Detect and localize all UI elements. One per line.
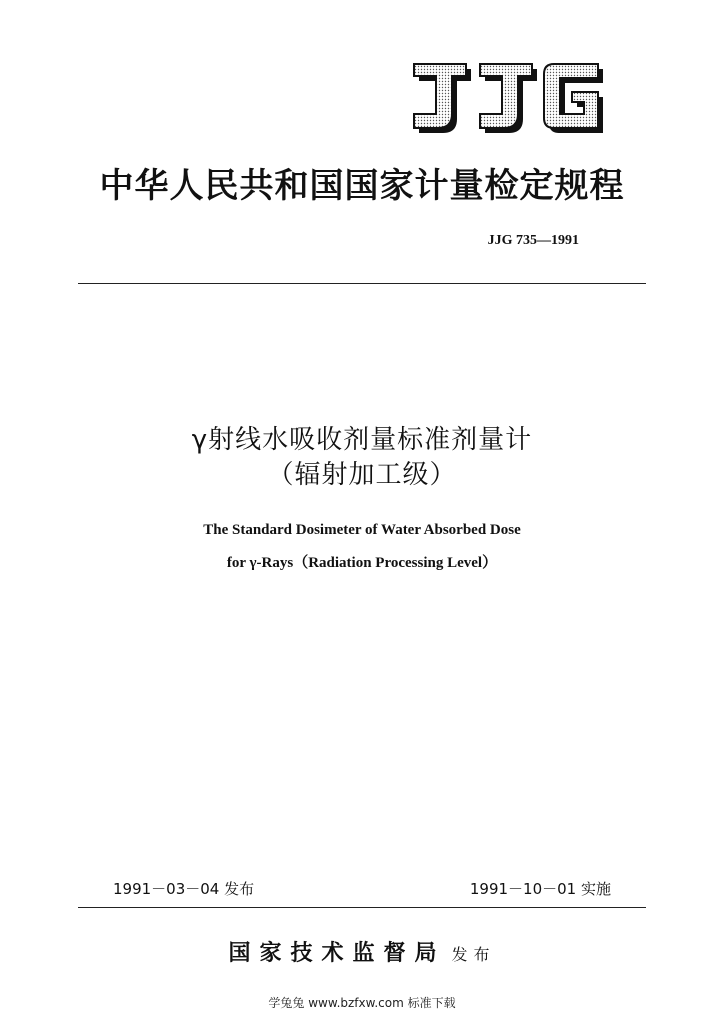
document-subtitle-cn: （辐射加工级） [267,460,457,490]
jjg-logo [408,62,604,134]
issuer-name: 国家技术监督局 [228,940,446,966]
regulation-series-title: 中华人民共和国国家计量检定规程 [99,166,625,206]
document-title-en-line1: The Standard Dosimeter of Water Absorbed Dose [203,522,521,538]
issuer-verb: 发布 [451,945,496,964]
issuing-authority [0,936,724,967]
top-divider [78,283,646,284]
bottom-divider [78,907,646,908]
footer-watermark: 学兔兔 www.bzfxw.com 标准下载 [268,996,456,1010]
effective-date: 1991－10－01 实施 [469,880,611,898]
document-title-en-line2: for γ-Rays（Radiation Processing Level） [226,555,498,571]
standard-number: JJG 735—1991 [487,233,579,248]
issue-date: 1991－03－04 发布 [113,880,255,898]
document-title-cn: γ射线水吸收剂量标准剂量计 [191,425,533,455]
